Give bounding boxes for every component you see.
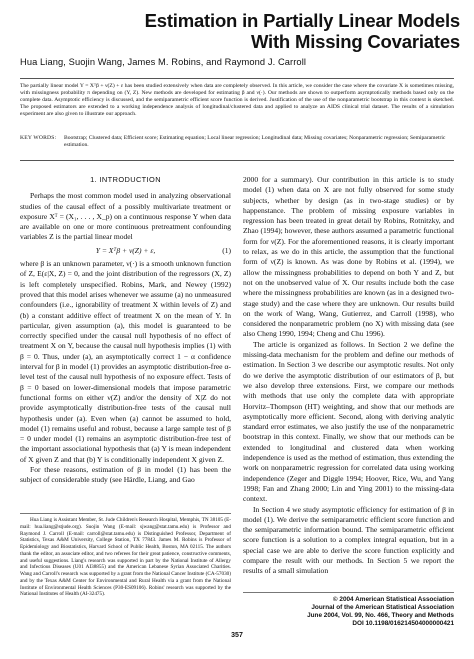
intro-paragraph-1: Perhaps the most common model used in analyzing observational studies of the causal effect of a possibly multivariate treatment or exposure Xᵀ = (X₁, . . . , X_p) on a continuous response Y when data are available on one or more continuous pretreatment confounding variables Z is the partial linear model xyxy=(20,191,231,242)
equation-number: (1) xyxy=(222,245,231,255)
keywords-label: KEY WORDS: xyxy=(20,135,57,141)
header-divider xyxy=(20,160,454,161)
intro-paragraph-6: In Section 4 we study asymptotic efficiency for estimation of β in model (1). We derive the semiparametric efficient score function and the semiparametric information bound. The semiparametric efficient score function is a solution to a complex integral equation, but in a special case we are able to derive the score function explicitly and compare the result with our methods. In Section 5 we report the results of a small simulation xyxy=(243,504,454,576)
equation-1 xyxy=(20,246,231,256)
section-heading: 1. INTRODUCTION xyxy=(90,175,161,184)
author-footnote: Hua Liang is Assistant Member, St. Jude Children's Research Hospital, Memphis, TN 38105 (E-mail: hua.liang@stjude.org). Suojin Wang (E-mail: sjwang@stat.tamu.edu) is Professor and Raymond J. Carroll (E-mail: carroll@stat.tamu.edu) is Distinguished Professor, Department of Statistics, Texas A&M University, College Station, TX 77843. James M. Robins is Professor of Epidemiology and Biostatistics, Harvard School of Public Health, Boston, MA 02115. The authors thank the editor, an associate editor, and two referees for their great patience, constructive comments, and useful suggestions. Liang's research was supported in part by the National Institute of Allergy and Infectious Diseases (U01 AI38855) and the American Lebanese Syrian Associated Charities. Wang and Carroll's research was supported by a grant from the National Cancer Institute (CA-57030) and by the Texas A&M Center for Environmental and Rural Health via a grant from the National Institute of Environmental Health Sciences (P30-ES09106). Robins' research was supported by the National Institutes of Health (AI-32475). xyxy=(20,517,231,598)
intro-paragraph-3: For these reasons, estimation of β in model (1) has been the subject of considerable study (see Härdle, Liang, and Gao xyxy=(20,465,231,485)
title-line-1: Estimation in Partially Linear Models xyxy=(144,10,460,31)
left-column xyxy=(20,175,231,486)
right-column xyxy=(243,175,454,577)
journal-name: Journal of the American Statistical Association xyxy=(311,603,454,611)
intro-paragraph-5: The article is organized as follows. In Section 2 we define the missing-data mechanism for the problem and define our methods of estimation. In Section 3 we describe our asymptotic results. Not only do we derive the asymptotic distribution of our estimators of β, but we also develop three extensions. First, we compare our methods with methods that use only the complete data with appropriate Horvitz–Thompson (HT) weighting, and show that our methods are asymptotically more efficient. Second, along with deriving analytic standard error estimates, we also justify the use of the nonparametric bootstrap in this context. Finally, we show that our methods can be extended to longitudinal and clustered data when working independence is used as the method of estimation, thus extending the work on nonparametric regression for correlated data using working independence (Zeger and Diggle 1994; Hoover, Rice, Wu, and Yang 1998; Fan and Zhang 2000; Lin and Ying 2001) to the missing-data context. xyxy=(243,339,454,504)
author-list: Hua Liang, Suojin Wang, James M. Robins, and Raymond J. Carroll xyxy=(20,57,307,67)
intro-paragraph-4: 2000 for a summary). Our contribution in this article is to study model (1) when data on X are not fully observed for some study subjects, whether by design (as in two-stage studies) or by happenstance. The problem of missing exposure variables in regression has been treated in great detail by Robins, Rotnitzky, and Zhao (1994); however, these authors assumed a parametric functional form for ν(Z). For the aforementioned reasons, it is clearly important to relax, as we do in this article, the assumption that the functional form of ν(Z) is known. As was done by Robins et al. (1994), we allow the missingness probabilities to depend on both Y and Z, but not on the unobserved value of X. Our results include both the case where the missingness probabilities are known (as in a designed two-stage study) and the case where they are unknown. Our results build on the work of Wang, Wang, Gutierrez, and Carroll (1998), who considered the nonparametric problem (no X) with missing data (see also Cheng 1990, 1994; Cheng and Chu 1996). xyxy=(243,175,454,339)
page-number: 357 xyxy=(231,632,243,639)
title-line-2: With Missing Covariates xyxy=(250,31,460,52)
footnote-divider xyxy=(20,513,231,514)
equation-text: Y = Xᵀβ + ν(Z) + ε, xyxy=(95,245,156,255)
keywords-text: Bootstrap; Clustered data; Efficient score; Estimating equation; Local linear regression; Longitudinal data; Missing covariates; Nonparametric regression; Semiparametric estimation. xyxy=(64,135,446,149)
copyright-block xyxy=(307,596,454,628)
copyright-divider xyxy=(243,592,454,593)
copyright-line: © 2004 American Statistical Association xyxy=(332,596,454,603)
abstract-section xyxy=(20,78,454,118)
doi: DOI 10.1198/016214504000000421 xyxy=(352,619,454,627)
paper-title xyxy=(0,10,460,52)
issue-info: June 2004, Vol. 99, No. 466, Theory and Methods xyxy=(307,611,454,619)
keywords-section xyxy=(20,135,454,149)
abstract-text: The partially linear model Y = Xᵀβ + ν(Z) + ε has been studied extensively when data are completely observed. In this article, we consider the case where the covariate X is sometimes missing, with missingness probability π depending on (Y, Z). New methods are developed for estimating β and ν(·). Our methods are shown to outperform asymptotically methods based only on the complete data. Asymptotic efficiency is discussed, and the semiparametric efficient score function is derived. Justification of the use of the nonparametric bootstrap in this context is sketched. The proposed estimators are extended to a working independence analysis of longitudinal/clustered data and applied to analyze an AIDS clinical trial dataset. The results of a simulation experiment are also given to illustrate our approach. xyxy=(20,83,454,118)
intro-paragraph-2: where β is an unknown parameter, ν(·) is a smooth unknown function of Z, E(ε|X, Z) = 0, and the joint distribution of the regressors (X, Z) is left completely unspecified. Robins, Mark, and Newey (1992) proved that this model arises whenever we assume (a) no unmeasured confounders (i.e., ignorability of treatment X within levels of Z) and (b) a constant additive effect of treatment X on the mean of Y. In particular, given assumption (a), this model is guaranteed to be correctly specified under the causal null hypothesis of no effect of treatment X on Y, because the causal null hypothesis implies (1) with β = 0. Thus, under (a), an asymptotically correct 1 − α confidence interval for β in model (1) provides an asymptotic distribution-free α-level test of the causal null hypothesis of no exposure effect. Tests of β = 0 based on lower-dimensional models that impose parametric functional forms on either ν(Z) and/or the density of X|Z do not provide asymptotically distribution-free tests of the causal null hypothesis under (a). Even when (a) cannot be assumed to hold, model (1) remains useful and robust, because a large sample test of β = 0 under model (1) remains an asymptotic distribution-free test of the important associational hypothesis that (a) Y is mean independent of X given Z and that (b) Y is conditionally independent X given Z. xyxy=(20,259,231,464)
